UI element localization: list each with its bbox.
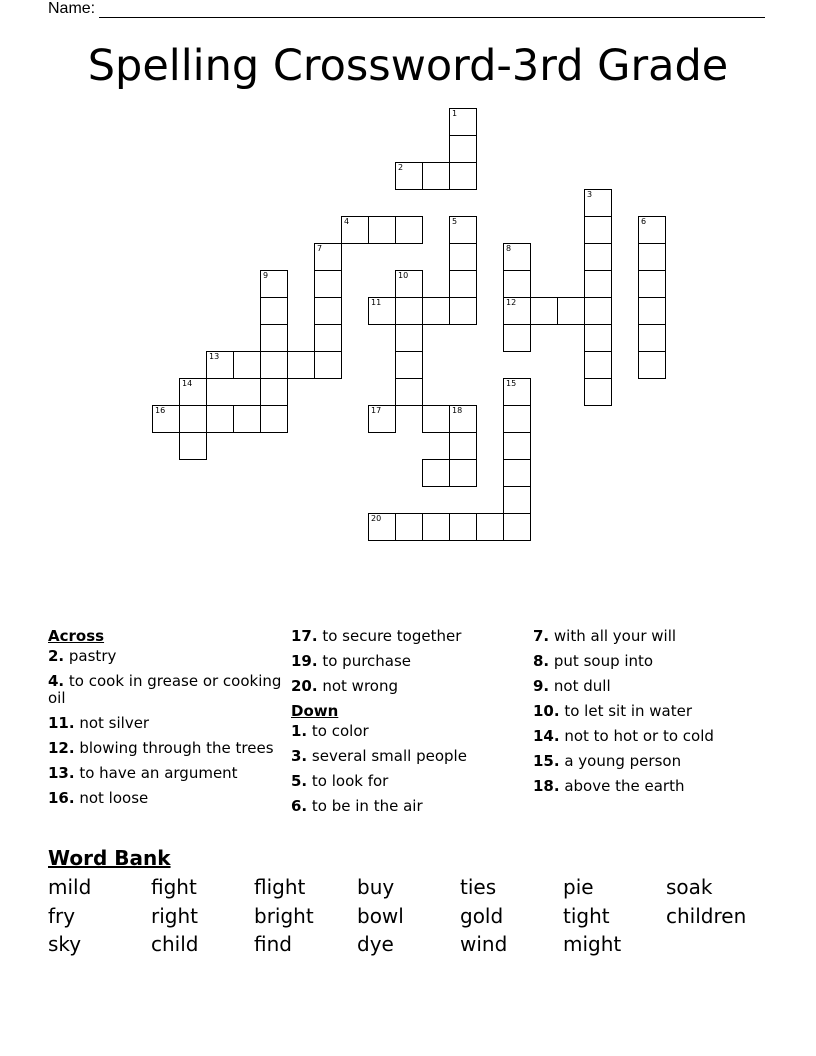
grid-cell[interactable] [449, 405, 477, 433]
across-clue [291, 628, 526, 645]
grid-cell[interactable] [314, 270, 342, 298]
word-bank-word: bowl [357, 904, 404, 928]
word-bank-word: dye [357, 932, 394, 956]
grid-cell[interactable] [395, 324, 423, 352]
clue-number: 13. [48, 764, 75, 782]
grid-cell[interactable] [368, 405, 396, 433]
cell-number: 20 [371, 514, 382, 523]
cell-number: 4 [344, 217, 350, 226]
clue-number: 5. [291, 772, 308, 790]
grid-cell[interactable] [449, 135, 477, 163]
cell-number: 10 [398, 271, 409, 280]
down-clue [533, 628, 768, 645]
down-clue [291, 798, 526, 815]
across-clue [291, 653, 526, 670]
cell-number: 17 [371, 406, 382, 415]
clue-text: pastry [64, 647, 117, 665]
clue-text: to have an argument [74, 764, 238, 782]
grid-cell[interactable] [368, 513, 396, 541]
grid-cell[interactable] [584, 243, 612, 271]
grid-cell[interactable] [557, 297, 585, 325]
clue-number: 16. [48, 789, 75, 807]
word-bank-word: fight [151, 875, 197, 899]
grid-cell[interactable] [179, 405, 207, 433]
clue-text: not silver [74, 714, 150, 732]
cell-number: 5 [452, 217, 458, 226]
clue-number: 1. [291, 722, 308, 740]
clue-number: 17. [291, 627, 318, 645]
grid-cell[interactable] [449, 297, 477, 325]
grid-cell[interactable] [314, 297, 342, 325]
down-clue [533, 778, 768, 795]
cell-number: 13 [209, 352, 220, 361]
grid-cell[interactable] [449, 216, 477, 244]
grid-cell[interactable] [638, 243, 666, 271]
clue-number: 10. [533, 702, 560, 720]
down-clue [291, 748, 526, 765]
across-clue [48, 740, 283, 757]
clue-number: 3. [291, 747, 308, 765]
cell-number: 6 [641, 217, 647, 226]
grid-cell[interactable] [260, 324, 288, 352]
grid-cell[interactable] [503, 243, 531, 271]
clue-text: to cook in grease or cooking oil [48, 672, 282, 707]
clue-text: not loose [74, 789, 149, 807]
across-clue [48, 673, 283, 707]
word-bank-word: right [151, 904, 198, 928]
grid-cell[interactable] [584, 351, 612, 379]
grid-cell[interactable] [530, 297, 558, 325]
grid-cell[interactable] [584, 378, 612, 406]
clue-number: 2. [48, 647, 65, 665]
grid-cell[interactable] [449, 513, 477, 541]
down-clue [533, 678, 768, 695]
grid-cell[interactable] [503, 513, 531, 541]
word-bank-word: soak [666, 875, 713, 899]
cell-number: 15 [506, 379, 517, 388]
clue-number: 20. [291, 677, 318, 695]
word-bank-word: pie [563, 875, 594, 899]
grid-cell[interactable] [584, 270, 612, 298]
clue-number: 14. [533, 727, 560, 745]
grid-cell[interactable] [638, 216, 666, 244]
grid-cell[interactable] [206, 351, 234, 379]
grid-cell[interactable] [422, 459, 450, 487]
grid-cell[interactable] [395, 378, 423, 406]
clue-column-1 [48, 628, 283, 815]
grid-cell[interactable] [584, 216, 612, 244]
clue-text: blowing through the trees [74, 739, 274, 757]
clue-number: 12. [48, 739, 75, 757]
cell-number: 9 [263, 271, 269, 280]
down-clue [533, 753, 768, 770]
word-bank-word: gold [460, 904, 504, 928]
grid-cell[interactable] [638, 324, 666, 352]
word-bank-word: flight [254, 875, 306, 899]
grid-cell[interactable] [395, 297, 423, 325]
grid-cell[interactable] [422, 297, 450, 325]
cell-number: 8 [506, 244, 512, 253]
word-bank-word: wind [460, 932, 508, 956]
down-clue [533, 703, 768, 720]
clue-text: to purchase [317, 652, 412, 670]
across-clue [48, 715, 283, 732]
grid-cell[interactable] [503, 405, 531, 433]
grid-cell[interactable] [179, 432, 207, 460]
grid-cell[interactable] [287, 351, 315, 379]
grid-cell[interactable] [395, 351, 423, 379]
clue-text: to let sit in water [559, 702, 693, 720]
word-bank-word: sky [48, 932, 82, 956]
word-bank-word: bright [254, 904, 314, 928]
grid-cell[interactable] [449, 459, 477, 487]
grid-cell[interactable] [449, 243, 477, 271]
page-title: Spelling Crossword-3rd Grade [87, 41, 729, 91]
grid-cell[interactable] [503, 324, 531, 352]
grid-cell[interactable] [638, 297, 666, 325]
clue-number: 7. [533, 627, 550, 645]
cell-number: 11 [371, 298, 382, 307]
clue-number: 18. [533, 777, 560, 795]
clue-number: 15. [533, 752, 560, 770]
grid-cell[interactable] [503, 297, 531, 325]
grid-cell[interactable] [422, 405, 450, 433]
clue-number: 4. [48, 672, 65, 690]
across-clue [48, 765, 283, 782]
clue-text: not to hot or to cold [559, 727, 714, 745]
cell-number: 14 [182, 379, 193, 388]
grid-cell[interactable] [503, 378, 531, 406]
cell-number: 12 [506, 298, 517, 307]
grid-cell[interactable] [503, 432, 531, 460]
clue-number: 6. [291, 797, 308, 815]
clue-text: to be in the air [307, 797, 423, 815]
clue-text: to look for [307, 772, 389, 790]
word-bank-word: ties [460, 875, 497, 899]
cell-number: 7 [317, 244, 323, 253]
cell-number: 2 [398, 163, 404, 172]
grid-cell[interactable] [584, 297, 612, 325]
cell-number: 3 [587, 190, 593, 199]
word-bank-word: buy [357, 875, 395, 899]
across-clue [48, 790, 283, 807]
grid-cell[interactable] [233, 405, 261, 433]
cell-number: 16 [155, 406, 166, 415]
grid-cell[interactable] [584, 324, 612, 352]
clue-text: not wrong [317, 677, 398, 695]
grid-cell[interactable] [638, 270, 666, 298]
down-clue [533, 653, 768, 670]
grid-cell[interactable] [152, 405, 180, 433]
clue-number: 11. [48, 714, 75, 732]
name-label: Name: [48, 0, 96, 17]
grid-cell[interactable] [368, 216, 396, 244]
word-bank-word: child [151, 932, 199, 956]
word-bank-word: might [563, 932, 622, 956]
grid-cell[interactable] [422, 513, 450, 541]
cell-number: 1 [452, 109, 458, 118]
clue-text: put soup into [549, 652, 654, 670]
grid-cell[interactable] [395, 270, 423, 298]
clue-column-2 [291, 628, 526, 823]
grid-cell[interactable] [233, 351, 261, 379]
grid-cell[interactable] [206, 405, 234, 433]
grid-cell[interactable] [638, 351, 666, 379]
grid-cell[interactable] [422, 162, 450, 190]
grid-cell[interactable] [395, 513, 423, 541]
grid-cell[interactable] [449, 432, 477, 460]
grid-cell[interactable] [260, 297, 288, 325]
word-bank-word: children [666, 904, 747, 928]
across-clue [48, 648, 283, 665]
word-bank-word: find [254, 932, 292, 956]
grid-cell[interactable] [503, 486, 531, 514]
grid-cell[interactable] [476, 513, 504, 541]
down-clue [533, 728, 768, 745]
grid-cell[interactable] [314, 243, 342, 271]
word-bank-word: mild [48, 875, 92, 899]
down-clue [291, 773, 526, 790]
across-clue [291, 678, 526, 695]
grid-cell[interactable] [260, 351, 288, 379]
grid-cell[interactable] [503, 459, 531, 487]
grid-cell[interactable] [260, 405, 288, 433]
word-bank-word: tight [563, 904, 610, 928]
clue-column-3 [533, 628, 768, 803]
grid-cell[interactable] [503, 270, 531, 298]
cell-number: 18 [452, 406, 463, 415]
clue-number: 9. [533, 677, 550, 695]
grid-cell[interactable] [449, 270, 477, 298]
clue-text: to color [307, 722, 369, 740]
grid-cell[interactable] [179, 378, 207, 406]
grid-cell[interactable] [395, 162, 423, 190]
clue-number: 8. [533, 652, 550, 670]
grid-cell[interactable] [368, 297, 396, 325]
grid-cell[interactable] [449, 162, 477, 190]
clue-text: several small people [307, 747, 467, 765]
grid-cell[interactable] [314, 324, 342, 352]
clue-text: not dull [549, 677, 611, 695]
clue-number: 19. [291, 652, 318, 670]
grid-cell[interactable] [341, 216, 369, 244]
clue-text: to secure together [317, 627, 462, 645]
grid-cell[interactable] [260, 270, 288, 298]
clue-text: above the earth [559, 777, 685, 795]
grid-cell[interactable] [314, 351, 342, 379]
across-heading: Across [48, 627, 105, 645]
down-heading: Down [291, 702, 339, 720]
grid-cell[interactable] [395, 216, 423, 244]
grid-cell[interactable] [584, 189, 612, 217]
down-clue [291, 723, 526, 740]
clue-text: a young person [559, 752, 682, 770]
clue-text: with all your will [549, 627, 677, 645]
grid-cell[interactable] [449, 108, 477, 136]
word-bank-title: Word Bank [48, 846, 171, 870]
grid-cell[interactable] [260, 378, 288, 406]
word-bank-word: fry [48, 904, 76, 928]
